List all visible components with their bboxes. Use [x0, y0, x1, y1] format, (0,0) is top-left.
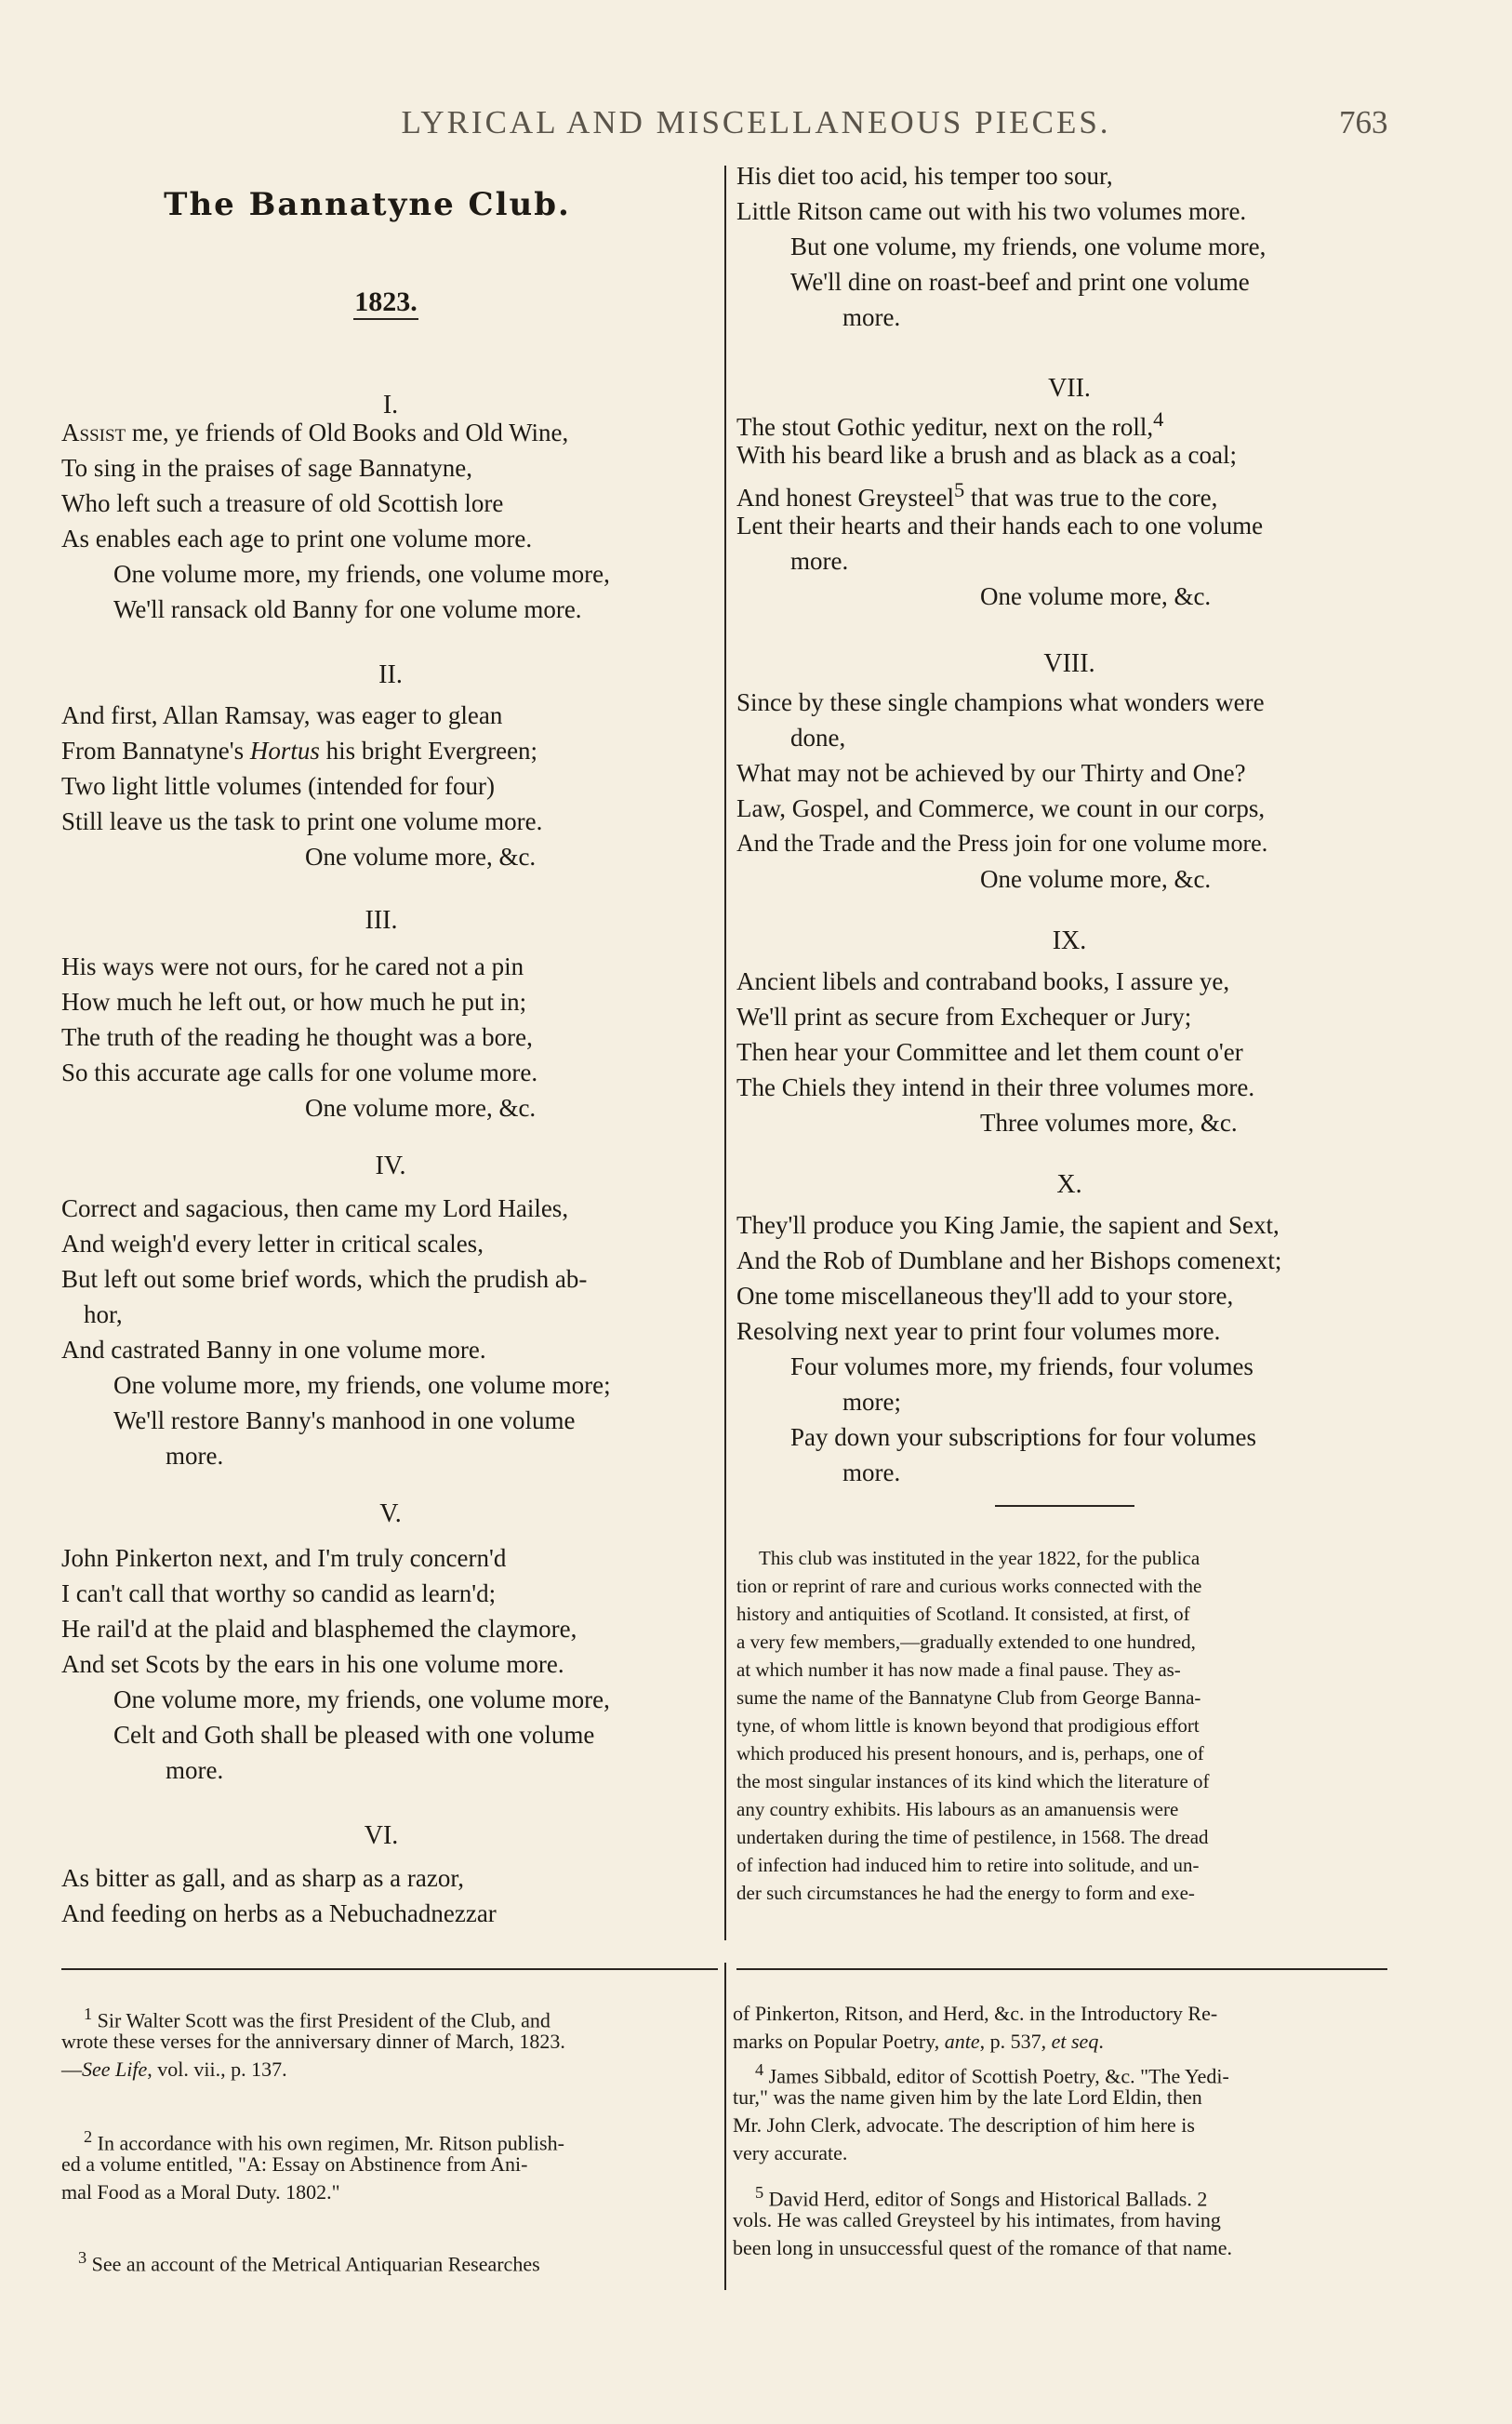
- verse-line: His ways were not ours, for he cared not a pin: [61, 952, 524, 980]
- verse-line: One volume more, &c.: [980, 865, 1212, 893]
- verse-line: hor,: [84, 1300, 123, 1328]
- verse-line: Celt and Goth shall be pleased with one volume: [113, 1721, 595, 1749]
- footnote-line: ed a volume entitled, "A: Essay on Abstinence from Ani-: [61, 2152, 528, 2176]
- verse-line: But one volume, my friends, one volume more,: [790, 233, 1267, 260]
- stanza-number: VIII.: [1043, 649, 1095, 678]
- verse-line: Three volumes more, &c.: [980, 1109, 1238, 1137]
- verse-line: more.: [166, 1442, 224, 1470]
- verse-line: done,: [790, 724, 846, 752]
- verse-line: We'll ransack old Banny for one volume more.: [113, 595, 582, 623]
- verse-line: They'll produce you King Jamie, the sapient and Sext,: [736, 1211, 1280, 1239]
- verse-line: We'll restore Banny's manhood in one volume: [113, 1406, 576, 1434]
- verse-line: But left out some brief words, which the prudish ab-: [61, 1265, 588, 1293]
- verse-line: Four volumes more, my friends, four volumes: [790, 1352, 1253, 1380]
- footnote-line: $^5$ David Herd, editor of Songs and Historical Ballads. 2: [755, 2183, 1208, 2211]
- stanza-number: X.: [1056, 1170, 1082, 1199]
- stanza-number: I.: [382, 391, 399, 420]
- footnote-line: tur," was the name given him by the late Lord Eldin, then: [733, 2085, 1202, 2109]
- verse-line: One volume more, &c.: [980, 582, 1212, 610]
- editor-note-line: tion or reprint of rare and curious works connected with the: [736, 1575, 1202, 1597]
- editor-note-line: any country exhibits. His labours as an amanuensis were: [736, 1798, 1179, 1820]
- editor-note-line: This club was instituted in the year 1822, for the publica: [759, 1547, 1200, 1569]
- footnote-line: marks on Popular Poetry, ante, p. 537, et seq.: [733, 2030, 1104, 2053]
- stanza-number: VII.: [1048, 374, 1091, 403]
- stanza-number: IV.: [375, 1152, 406, 1180]
- verse-line: One volume more, my friends, one volume more,: [113, 560, 610, 588]
- footnote-line: very accurate.: [733, 2141, 848, 2164]
- editor-note-line: history and antiquities of Scotland. It consisted, at first, of: [736, 1603, 1190, 1625]
- verse-line: From Bannatyne's Hortus his bright Evergreen;: [61, 737, 538, 765]
- verse-line: And feeding on herbs as a Nebuchadnezzar: [61, 1899, 497, 1927]
- verse-line: How much he left out, or how much he put in;: [61, 988, 527, 1016]
- verse-line: His diet too acid, his temper too sour,: [736, 162, 1113, 190]
- verse-line: more.: [842, 303, 901, 331]
- verse-line: So this accurate age calls for one volume more.: [61, 1059, 538, 1086]
- footnote-line: —See Life, vol. vii., p. 137.: [61, 2058, 287, 2081]
- verse-line: And honest Greysteel$^5$ that was true to the core,: [736, 478, 1218, 512]
- verse-line: We'll dine on roast-beef and print one volume: [790, 268, 1250, 296]
- poem-end-rule: [995, 1505, 1134, 1507]
- footnote-line: $^4$ James Sibbald, editor of Scottish Poetry, &c. "The Yedi-: [755, 2060, 1229, 2088]
- verse-line: The stout Gothic yeditur, next on the roll,$^4$: [736, 407, 1164, 441]
- verse-line: Assist me, ye friends of Old Books and Old Wine,: [61, 419, 569, 446]
- verse-line: And the Rob of Dumblane and her Bishops comenext;: [736, 1246, 1282, 1274]
- editor-note-line: tyne, of whom little is known beyond that prodigious effort: [736, 1714, 1200, 1737]
- verse-line: And weigh'd every letter in critical scales,: [61, 1230, 484, 1258]
- running-title: LYRICAL AND MISCELLANEOUS PIECES.: [401, 104, 1111, 140]
- verse-line: As enables each age to print one volume more.: [61, 525, 533, 553]
- verse-line: One volume more, my friends, one volume more,: [113, 1685, 610, 1713]
- editor-note-line: of infection had induced him to retire into solitude, and un-: [736, 1854, 1200, 1876]
- verse-line: more.: [842, 1458, 901, 1486]
- verse-line: He rail'd at the plaid and blasphemed the claymore,: [61, 1615, 577, 1643]
- editor-note-line: der such circumstances he had the energy to form and exe-: [736, 1882, 1195, 1904]
- verse-line: One volume more, &c.: [305, 1094, 537, 1122]
- verse-line: With his beard like a brush and as black as a coal;: [736, 441, 1237, 469]
- verse-line: What may not be achieved by our Thirty and One?: [736, 759, 1246, 787]
- stanza-number: V.: [379, 1499, 402, 1528]
- editor-note-line: sume the name of the Bannatyne Club from George Banna-: [736, 1686, 1201, 1709]
- footnote-rule-left: [61, 1968, 718, 1970]
- stanza-number: VI.: [364, 1821, 399, 1850]
- editor-note-line: at which number it has now made a final pause. They as-: [736, 1658, 1181, 1681]
- verse-line: One volume more, &c.: [305, 843, 537, 871]
- verse-line: The truth of the reading he thought was a bore,: [61, 1023, 533, 1051]
- footnote-line: $^1$ Sir Walter Scott was the first President of the Club, and: [84, 2004, 550, 2032]
- stanza-number: II.: [378, 660, 403, 689]
- verse-line: more.: [790, 547, 849, 575]
- title-rule: [353, 318, 418, 320]
- verse-line: And set Scots by the ears in his one volume more.: [61, 1650, 564, 1678]
- poem-title: The Bannatyne Club.: [164, 186, 571, 223]
- editor-note-line: a very few members,—gradually extended to one hundred,: [736, 1631, 1196, 1653]
- verse-line: Law, Gospel, and Commerce, we count in our corps,: [736, 794, 1266, 822]
- verse-line: As bitter as gall, and as sharp as a razor,: [61, 1864, 465, 1892]
- verse-line: Resolving next year to print four volumes more.: [736, 1317, 1221, 1345]
- verse-line: I can't call that worthy so candid as learn'd;: [61, 1579, 497, 1607]
- footnote-line: wrote these verses for the anniversary dinner of March, 1823.: [61, 2030, 565, 2053]
- verse-line: To sing in the praises of sage Bannatyne,: [61, 454, 473, 482]
- verse-line: Still leave us the task to print one volume more.: [61, 807, 543, 835]
- page-number: 763: [1339, 104, 1388, 140]
- verse-line: more;: [842, 1388, 901, 1416]
- verse-line: Two light little volumes (intended for four): [61, 772, 496, 800]
- verse-line: And first, Allan Ramsay, was eager to glean: [61, 701, 503, 729]
- column-divider-top: [724, 166, 726, 1940]
- footnote-line: $^2$ In accordance with his own regimen, Mr. Ritson publish-: [84, 2127, 564, 2155]
- column-divider-bottom: [724, 1963, 726, 2290]
- verse-line: One tome miscellaneous they'll add to your store,: [736, 1282, 1234, 1310]
- footnote-line: of Pinkerton, Ritson, and Herd, &c. in the Introductory Re-: [733, 2002, 1218, 2025]
- footnote-line: Mr. John Clerk, advocate. The description of him here is: [733, 2113, 1195, 2137]
- verse-line: And the Trade and the Press join for one volume more.: [736, 830, 1268, 857]
- poem-year: 1823.: [354, 286, 418, 317]
- verse-line: Lent their hearts and their hands each to one volume: [736, 512, 1264, 539]
- stanza-number: III.: [365, 906, 398, 935]
- verse-line: Then hear your Committee and let them count o'er: [736, 1038, 1243, 1066]
- verse-line: We'll print as secure from Exchequer or Jury;: [736, 1003, 1192, 1031]
- verse-line: Little Ritson came out with his two volumes more.: [736, 197, 1247, 225]
- stanza-number: IX.: [1052, 926, 1087, 955]
- verse-line: Ancient libels and contraband books, I assure ye,: [736, 967, 1230, 995]
- verse-line: Correct and sagacious, then came my Lord Hailes,: [61, 1194, 569, 1222]
- footnote-line: mal Food as a Moral Duty. 1802.": [61, 2180, 340, 2204]
- verse-line: The Chiels they intend in their three volumes more.: [736, 1073, 1255, 1101]
- footnote-line: $^3$ See an account of the Metrical Antiquarian Researches: [78, 2248, 540, 2276]
- verse-line: And castrated Banny in one volume more.: [61, 1336, 486, 1364]
- footnote-line: vols. He was called Greysteel by his intimates, from having: [733, 2208, 1221, 2231]
- editor-note-line: undertaken during the time of pestilence, in 1568. The dread: [736, 1826, 1209, 1848]
- verse-line: Pay down your subscriptions for four volumes: [790, 1423, 1256, 1451]
- editor-note-line: the most singular instances of its kind which the literature of: [736, 1770, 1210, 1792]
- footnote-line: been long in unsuccessful quest of the romance of that name.: [733, 2236, 1233, 2259]
- verse-line: more.: [166, 1756, 224, 1784]
- footnote-rule-right: [736, 1968, 1387, 1970]
- verse-line: Who left such a treasure of old Scottish lore: [61, 489, 504, 517]
- editor-note-line: which produced his present honours, and is, perhaps, one of: [736, 1742, 1204, 1765]
- verse-line: One volume more, my friends, one volume more;: [113, 1371, 611, 1399]
- verse-line: John Pinkerton next, and I'm truly concern'd: [61, 1544, 507, 1572]
- verse-line: Since by these single champions what wonders were: [736, 688, 1265, 716]
